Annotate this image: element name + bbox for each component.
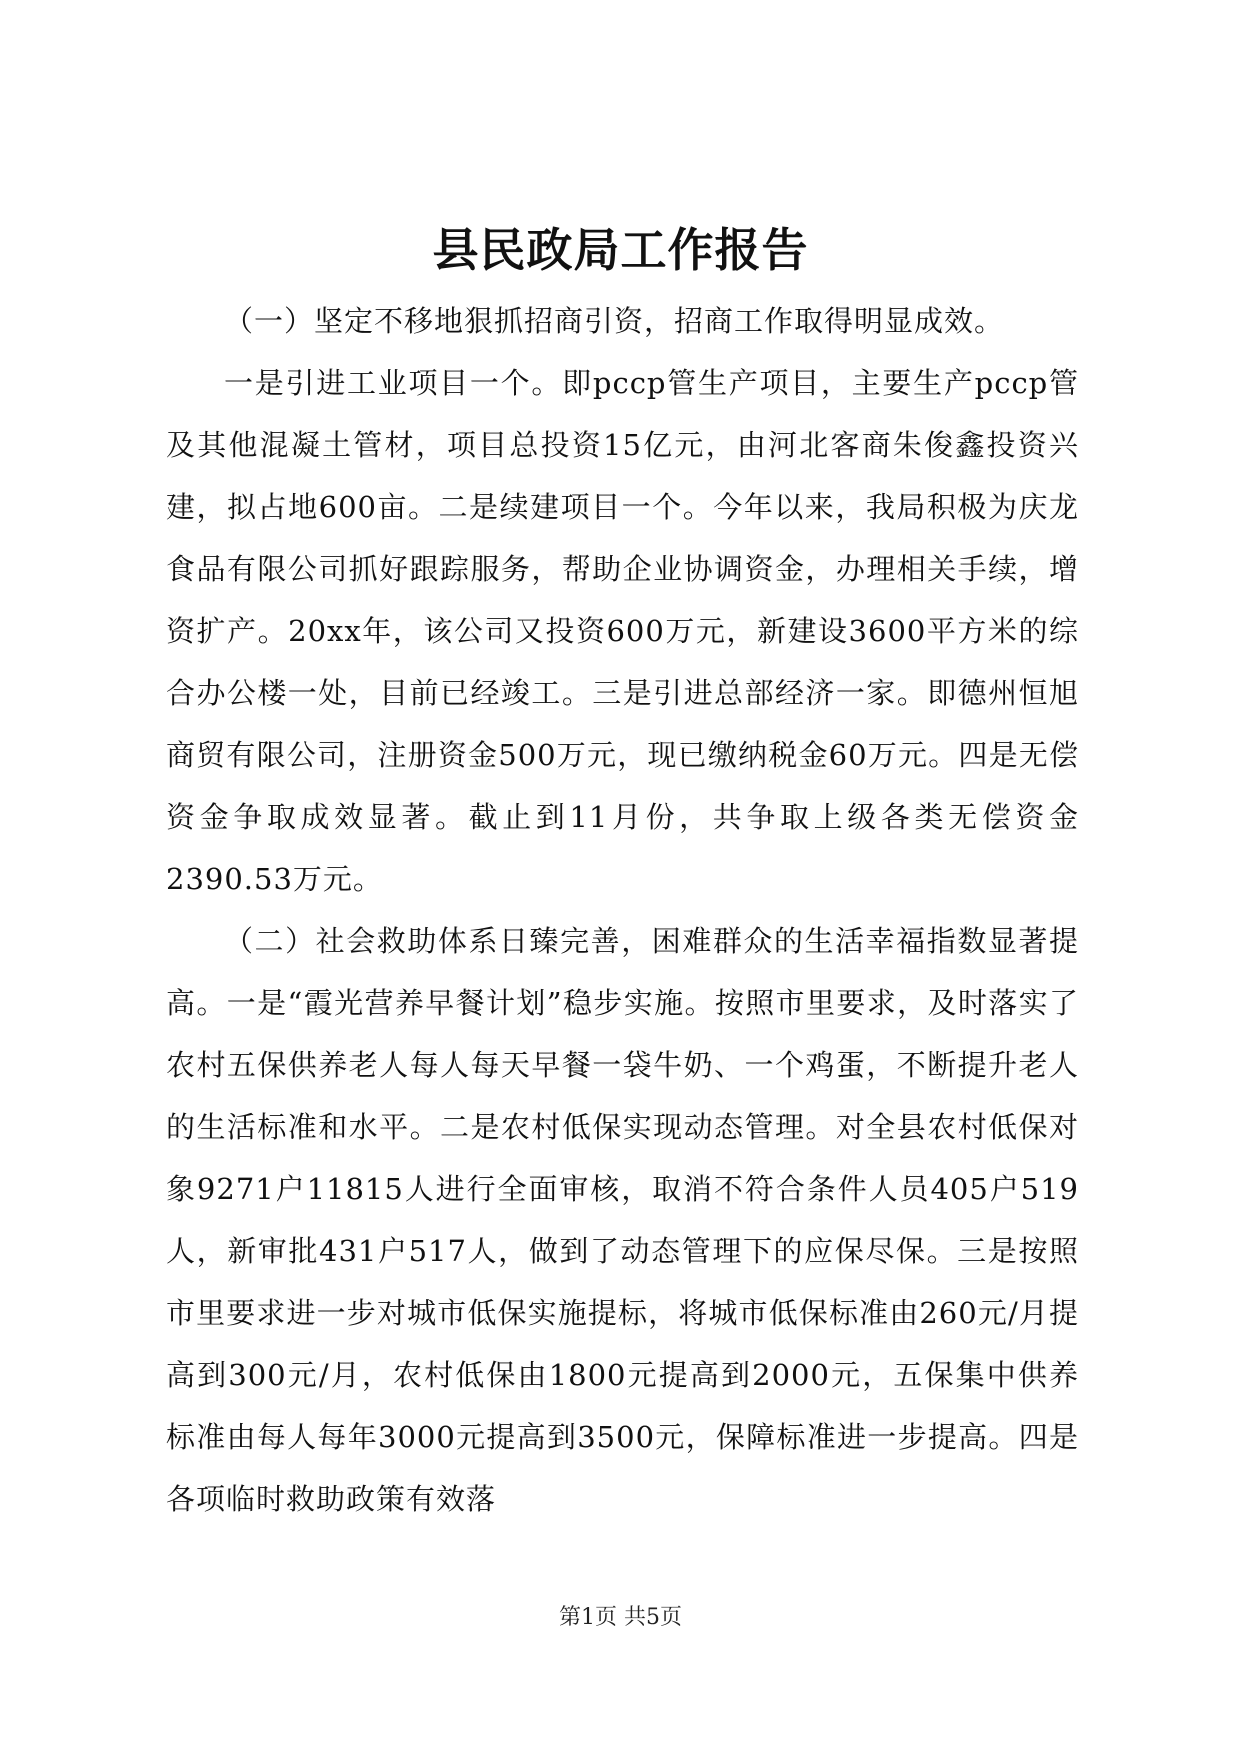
document-body bbox=[166, 290, 1079, 1530]
paragraph-section-1-heading: （一）坚定不移地狠抓招商引资，招商工作取得明显成效。 bbox=[224, 304, 1005, 338]
paragraph-section-1-body: 一是引进工业项目一个。即pccp管生产项目，主要生产pccp管及其他混凝土管材，项目总投资15亿元，由河北客商朱俊鑫投资兴建，拟占地600亩。二是续建项目一个。今年以来，我局积极为庆龙食品有限公司抓好跟踪服务，帮助企业协调资金，办理相关手续，增资扩产。20xx年，该公司又投资600万元，新建设3600平方米的综合办公楼一处，目前已经竣工。三是引进总部经济一家。即德州恒旭商贸有限公司，注册资金500万元，现已缴纳税金60万元。四是无偿资金争取成效显著。截止到11月份，共争取上级各类无偿资金2390.53万元。 bbox=[166, 366, 1079, 896]
paragraph-section-2: （二）社会救助体系日臻完善，困难群众的生活幸福指数显著提高。一是“霞光营养早餐计划”稳步实施。按照市里要求，及时落实了农村五保供养老人每人每天早餐一袋牛奶、一个鸡蛋，不断提升老人的生活标准和水平。二是农村低保实现动态管理。对全县农村低保对象9271户11815人进行全面审核，取消不符合条件人员405户519人，新审批431户517人，做到了动态管理下的应保尽保。三是按照市里要求进一步对城市低保实施提标，将城市低保标准由260元/月提高到300元/月，农村低保由1800元提高到2000元，五保集中供养标准由每人每年3000元提高到3500元，保障标准进一步提高。四是各项临时救助政策有效落 bbox=[166, 924, 1079, 1516]
page-footer: 第1页 共5页 bbox=[559, 1605, 682, 1630]
document-title: 县民政局工作报告 bbox=[432, 223, 809, 277]
